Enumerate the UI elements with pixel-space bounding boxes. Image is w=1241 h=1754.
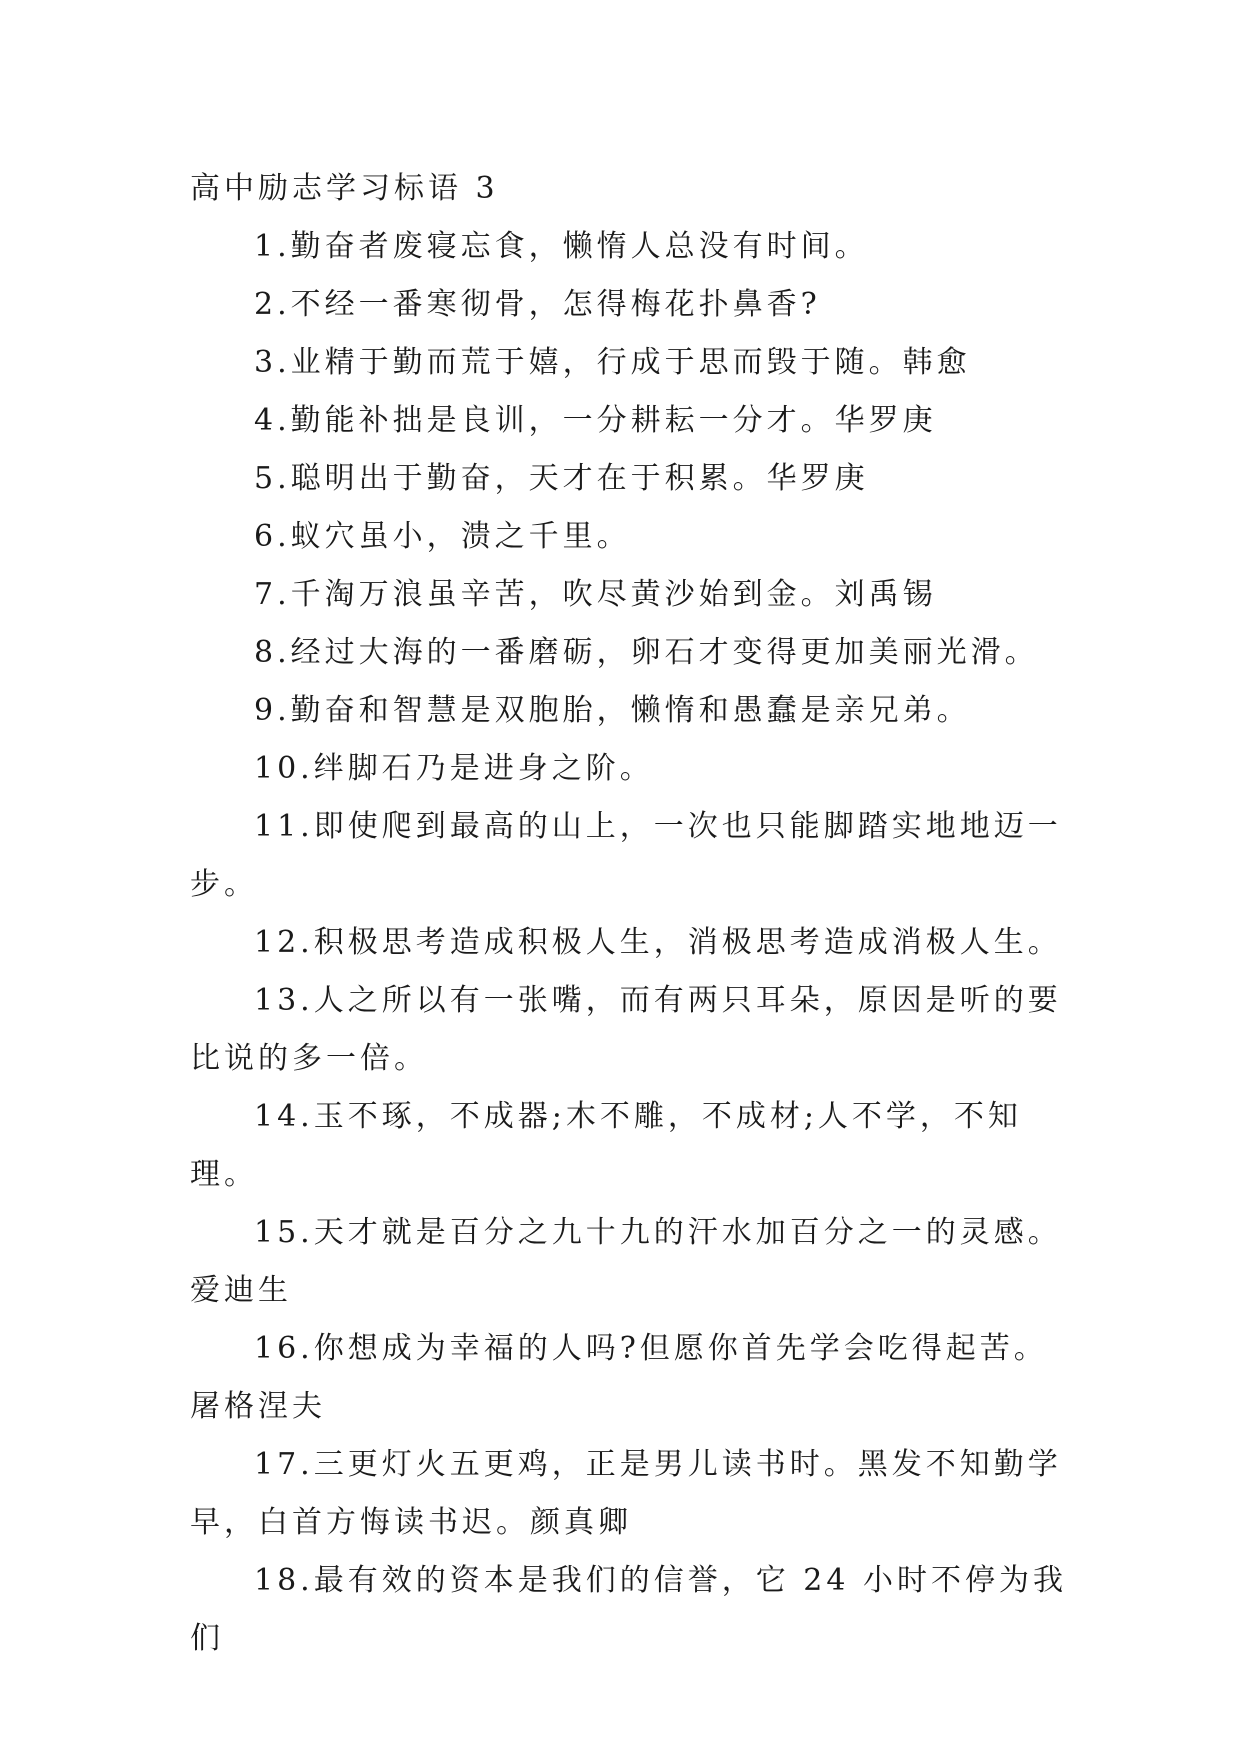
list-item: 6.蚁穴虽小，溃之千里。 bbox=[254, 519, 631, 554]
list-item: 1.勤奋者废寝忘食，懒惰人总没有时间。 bbox=[254, 229, 869, 264]
document-page bbox=[190, 160, 1070, 1668]
list-item: 16.你想成为幸福的人吗?但愿你首先学会吃得起苦。屠格涅夫 bbox=[190, 1331, 1048, 1424]
list-item: 13.人之所以有一张嘴，而有两只耳朵，原因是听的要比说的多一倍。 bbox=[190, 983, 1062, 1076]
list-item: 4.勤能补拙是良训，一分耕耘一分才。华罗庚 bbox=[254, 403, 937, 438]
list-item: 12.积极思考造成积极人生，消极思考造成消极人生。 bbox=[254, 925, 1062, 960]
list-item: 10.绊脚石乃是进身之阶。 bbox=[254, 751, 654, 786]
list-item: 18.最有效的资本是我们的信誉，它 24 小时不停为我们 bbox=[190, 1563, 1067, 1656]
list-item: 5.聪明出于勤奋，天才在于积累。华罗庚 bbox=[254, 461, 869, 496]
list-item: 17.三更灯火五更鸡，正是男儿读书时。黑发不知勤学早，白首方悔读书迟。颜真卿 bbox=[190, 1447, 1062, 1540]
list-item: 9.勤奋和智慧是双胞胎，懒惰和愚蠢是亲兄弟。 bbox=[254, 693, 971, 728]
document-title: 高中励志学习标语 3 bbox=[190, 171, 499, 206]
list-item: 15.天才就是百分之九十九的汗水加百分之一的灵感。爱迪生 bbox=[190, 1215, 1062, 1308]
list-item: 11.即使爬到最高的山上，一次也只能脚踏实地地迈一步。 bbox=[190, 809, 1062, 902]
list-item: 8.经过大海的一番磨砺，卵石才变得更加美丽光滑。 bbox=[254, 635, 1039, 670]
list-item: 3.业精于勤而荒于嬉，行成于思而毁于随。韩愈 bbox=[254, 345, 971, 380]
list-item: 2.不经一番寒彻骨，怎得梅花扑鼻香? bbox=[254, 287, 821, 322]
list-item: 7.千淘万浪虽辛苦，吹尽黄沙始到金。刘禹锡 bbox=[254, 577, 937, 612]
list-item: 14.玉不琢，不成器;木不雕，不成材;人不学，不知理。 bbox=[190, 1099, 1022, 1192]
